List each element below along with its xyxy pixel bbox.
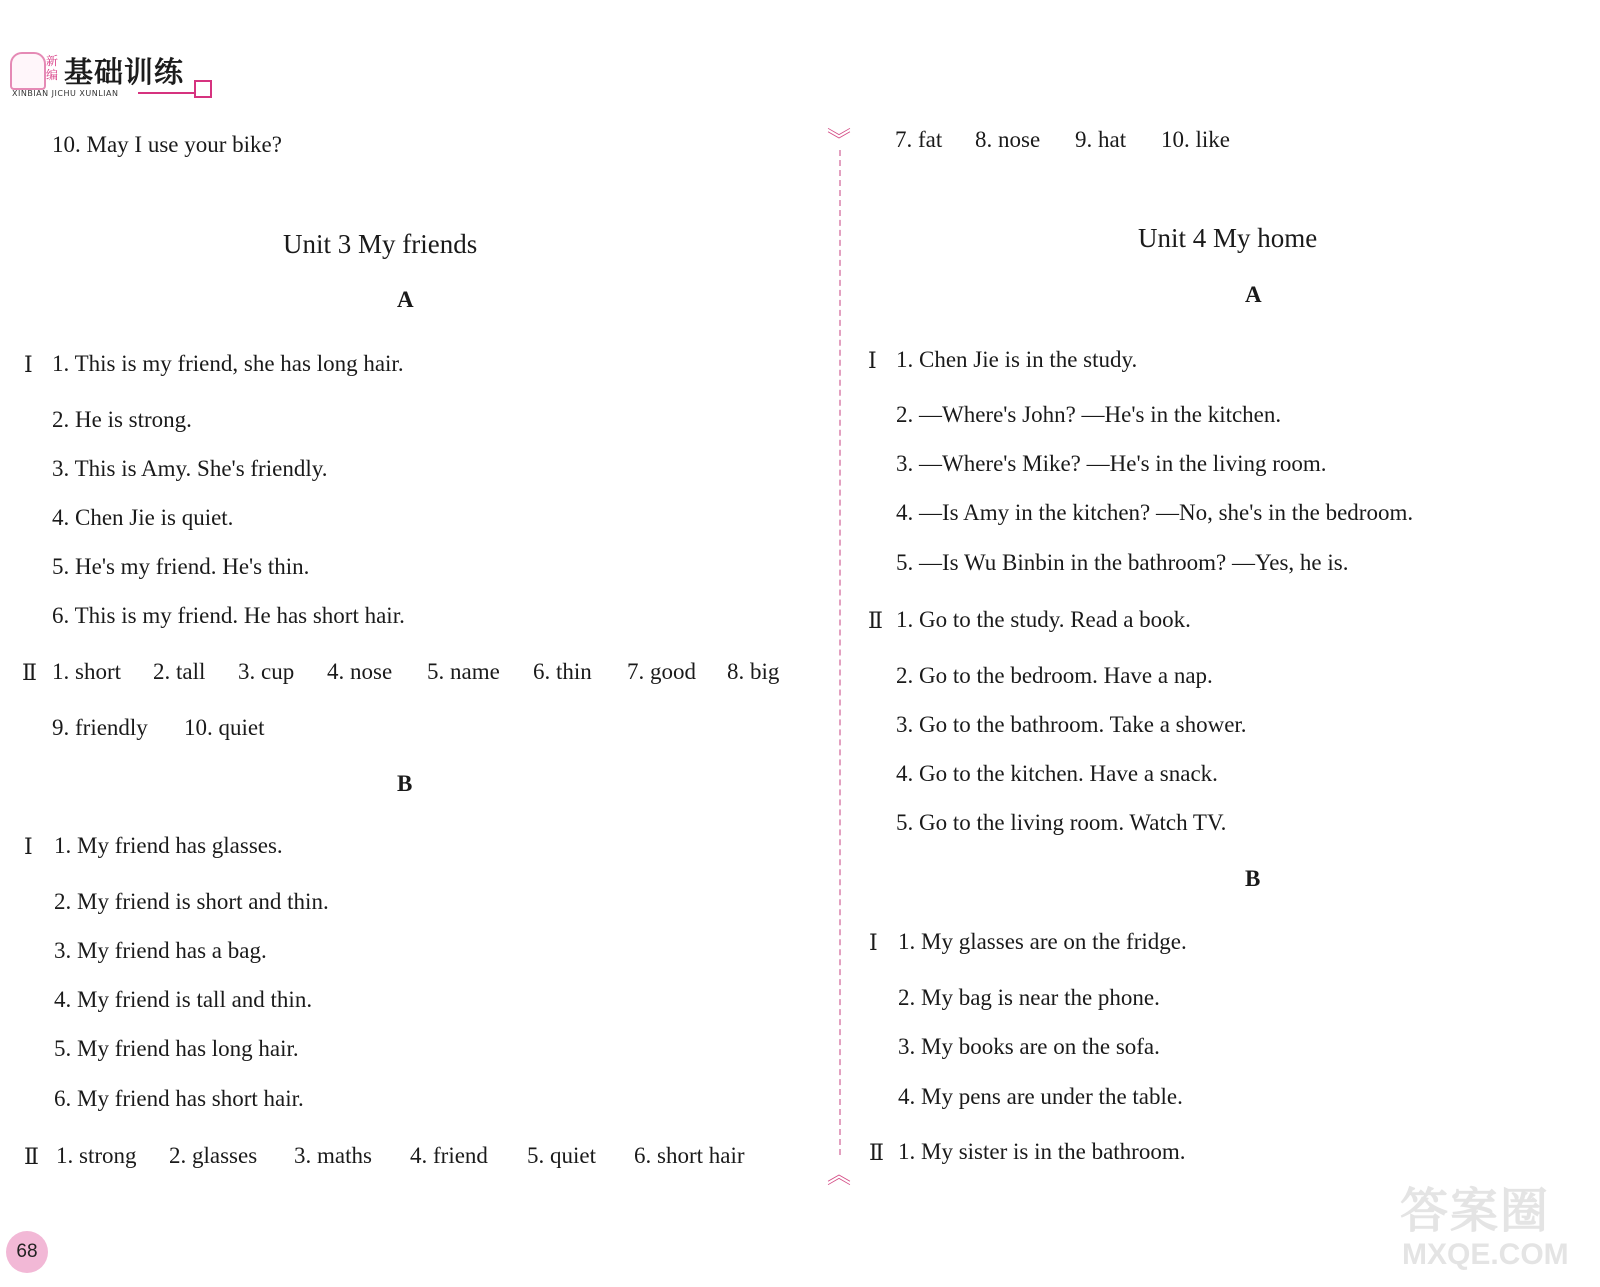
- watermark-url: MXQE.COM: [1402, 1238, 1569, 1271]
- word-item: 5. name: [427, 659, 500, 684]
- list-item: 3. My friend has a bag.: [54, 938, 267, 963]
- word-item: 1. short: [52, 659, 121, 684]
- list-item: 3. This is Amy. She's friendly.: [52, 456, 328, 481]
- list-item: 4. My pens are under the table.: [898, 1084, 1183, 1109]
- unit3-section-b: B: [397, 771, 413, 796]
- list-item: 2. —Where's John? —He's in the kitchen.: [896, 402, 1282, 427]
- unit3-b-part1-roman: Ⅰ: [24, 834, 33, 859]
- list-item: 3. My books are on the sofa.: [898, 1034, 1160, 1059]
- list-item: 4. My friend is tall and thin.: [54, 987, 313, 1012]
- word-item: 3. maths: [294, 1143, 372, 1168]
- unit4-section-b: B: [1245, 866, 1261, 891]
- logo-title: 基础训练: [64, 55, 185, 89]
- logo-emblem-icon: [10, 52, 46, 90]
- list-item: 5. He's my friend. He's thin.: [52, 554, 310, 579]
- word-item: 7. good: [627, 659, 696, 684]
- list-item: 1. Go to the study. Read a book.: [896, 607, 1191, 632]
- column-divider: [839, 150, 841, 1155]
- word-item: 3. cup: [238, 659, 295, 684]
- list-item: 4. Go to the kitchen. Have a snack.: [896, 761, 1218, 786]
- word-item: 6. short hair: [634, 1143, 745, 1168]
- list-item: 2. My bag is near the phone.: [898, 985, 1160, 1010]
- logo-tag: 新编: [46, 54, 59, 82]
- header-logo: [10, 50, 210, 100]
- list-item: 6. My friend has short hair.: [54, 1086, 304, 1111]
- list-item: 6. This is my friend. He has short hair.: [52, 603, 405, 628]
- watermark: [1400, 1172, 1595, 1282]
- page-number: 68: [6, 1231, 48, 1273]
- word-item: 8. nose: [975, 127, 1041, 152]
- divider-arrow-down-icon: ︾: [827, 126, 851, 154]
- logo-box-icon: [194, 80, 212, 98]
- divider-arrow-up-icon: ︽: [827, 1161, 851, 1189]
- word-item: 4. friend: [410, 1143, 488, 1168]
- list-item: 2. Go to the bedroom. Have a nap.: [896, 663, 1213, 688]
- word-item: 7. fat: [895, 127, 943, 152]
- word-item: 2. tall: [153, 659, 206, 684]
- word-item: 9. friendly: [52, 715, 148, 740]
- list-item: 3. Go to the bathroom. Take a shower.: [896, 712, 1247, 737]
- word-item: 4. nose: [327, 659, 393, 684]
- list-item: 1. This is my friend, she has long hair.: [52, 351, 404, 376]
- word-item: 10. quiet: [184, 715, 265, 740]
- unit4-b-part1-roman: Ⅰ: [869, 930, 878, 955]
- unit3-b-part2-roman: Ⅱ: [24, 1144, 39, 1169]
- unit4-b-part2-roman: Ⅱ: [869, 1140, 884, 1165]
- word-item: 9. hat: [1075, 127, 1127, 152]
- unit4-a-part2-roman: Ⅱ: [868, 608, 883, 633]
- list-item: 1. Chen Jie is in the study.: [896, 347, 1138, 372]
- unit4-title: Unit 4 My home: [1138, 223, 1318, 253]
- list-item: 2. He is strong.: [52, 407, 192, 432]
- list-item: 1. My glasses are on the fridge.: [898, 929, 1187, 954]
- word-item: 2. glasses: [169, 1143, 258, 1168]
- list-item: 4. —Is Amy in the kitchen? —No, she's in the bedroom.: [896, 500, 1414, 525]
- logo-rule: [138, 92, 194, 94]
- list-item: 2. My friend is short and thin.: [54, 889, 329, 914]
- word-item: 1. strong: [56, 1143, 137, 1168]
- unit3-title: Unit 3 My friends: [283, 229, 478, 259]
- word-item: 10. like: [1161, 127, 1230, 152]
- unit3-a-part1-roman: Ⅰ: [24, 352, 33, 377]
- list-item: 5. —Is Wu Binbin in the bathroom? —Yes, he is.: [896, 550, 1349, 575]
- logo-pinyin: XINBIAN JICHU XUNLIAN: [12, 89, 119, 98]
- unit3-section-a: A: [397, 287, 414, 312]
- unit3-a-part2-roman: Ⅱ: [22, 660, 37, 685]
- left-intro-line: 10. May I use your bike?: [52, 132, 282, 157]
- list-item: 1. My friend has glasses.: [54, 833, 283, 858]
- list-item: 5. Go to the living room. Watch TV.: [896, 810, 1227, 835]
- word-item: 5. quiet: [527, 1143, 596, 1168]
- word-item: 6. thin: [533, 659, 592, 684]
- unit4-section-a: A: [1245, 282, 1262, 307]
- list-item: 1. My sister is in the bathroom.: [898, 1139, 1186, 1164]
- word-item: 8. big: [727, 659, 780, 684]
- list-item: 3. —Where's Mike? —He's in the living room.: [896, 451, 1327, 476]
- watermark-text: 答案圈: [1400, 1183, 1551, 1239]
- list-item: 5. My friend has long hair.: [54, 1036, 299, 1061]
- unit4-a-part1-roman: Ⅰ: [868, 348, 877, 373]
- list-item: 4. Chen Jie is quiet.: [52, 505, 234, 530]
